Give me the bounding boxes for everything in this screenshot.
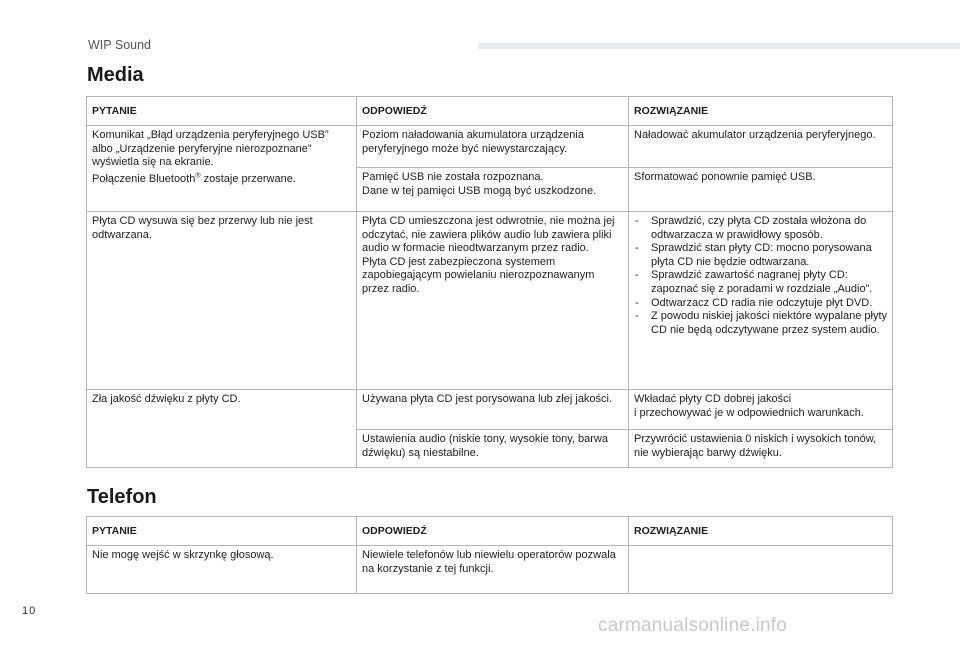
column-header-question: PYTANIE	[87, 97, 357, 126]
running-header-title: WIP Sound	[88, 38, 152, 52]
table-header-row	[87, 97, 893, 126]
solution-cell: Sformatować ponownie pamięć USB.	[629, 168, 893, 212]
answer-cell: Niewiele telefonów lub niewielu operatorów pozwala na korzystanie z tej funkcji.	[357, 546, 629, 594]
table-row	[87, 546, 893, 594]
column-header-solution: ROZWIĄZANIE	[629, 97, 893, 126]
solution-cell	[629, 546, 893, 594]
table-row	[87, 126, 893, 168]
table-row	[87, 212, 893, 390]
question-text: Komunikat „Błąd urządzenia peryferyjnego USB” albo „Urządzenie peryferyjne nierozpoznane” wyświetla się na ekranie.	[92, 129, 329, 169]
solution-cell	[629, 212, 893, 390]
question-cell	[87, 126, 357, 212]
section-title-telefon: Telefon	[87, 486, 157, 508]
list-item: - Z powodu niskiej jakości niektóre wypalane płyty CD nie będą odczytywane przez system audio.	[634, 310, 887, 337]
section-title-media: Media	[87, 64, 144, 86]
media-faq-table	[86, 96, 893, 468]
watermark-text: carmanualsonline.info	[598, 615, 788, 636]
header-divider-bar	[478, 43, 960, 49]
solution-cell: Przywrócić ustawienia 0 niskich i wysokich tonów, nie wybierając barwy dźwięku.	[629, 430, 893, 468]
answer-cell: Płyta CD umieszczona jest odwrotnie, nie można jej odczytać, nie zawiera plików audio lub zawiera pliki audio w formacie nieodtwarzanym przez radio. Płyta CD jest zabezpieczona systemem zapobiegającym powielaniu nierozpoznawanym przez radio.	[357, 212, 629, 390]
column-header-solution: ROZWIĄZANIE	[629, 517, 893, 546]
page-number: 10	[22, 605, 37, 617]
list-item: - Sprawdzić stan płyty CD: mocno porysowana płyta CD nie będzie odtwarzana.	[634, 242, 887, 269]
column-header-question: PYTANIE	[87, 517, 357, 546]
answer-cell: Ustawienia audio (niskie tony, wysokie tony, barwa dźwięku) są niestabilne.	[357, 430, 629, 468]
question-cell: Zła jakość dźwięku z płyty CD.	[87, 390, 357, 468]
question-cell: Nie mogę wejść w skrzynkę głosową.	[87, 546, 357, 594]
answer-cell: Poziom naładowania akumulatora urządzenia peryferyjnego może być niewystarczający.	[357, 126, 629, 168]
telefon-faq-table	[86, 516, 893, 594]
solution-list	[634, 215, 887, 337]
list-item: - Sprawdzić zawartość nagranej płyty CD: zapoznać się z poradami w rozdziale „Audio”.	[634, 269, 887, 296]
table-header-row	[87, 517, 893, 546]
question-note: Połączenie Bluetooth® zostaje przerwane.	[92, 172, 296, 186]
solution-cell: Naładować akumulator urządzenia peryferyjnego.	[629, 126, 893, 168]
column-header-answer: ODPOWIEDŹ	[357, 517, 629, 546]
answer-cell: Pamięć USB nie została rozpoznana. Dane w tej pamięci USB mogą być uszkodzone.	[357, 168, 629, 212]
list-item: - Sprawdzić, czy płyta CD została włożona do odtwarzacza w prawidłowy sposób.	[634, 215, 887, 242]
column-header-answer: ODPOWIEDŹ	[357, 97, 629, 126]
table-row	[87, 390, 893, 430]
solution-cell: Wkładać płyty CD dobrej jakości i przechowywać je w odpowiednich warunkach.	[629, 390, 893, 430]
answer-cell: Używana płyta CD jest porysowana lub złej jakości.	[357, 390, 629, 430]
question-cell: Płyta CD wysuwa się bez przerwy lub nie jest odtwarzana.	[87, 212, 357, 390]
list-item: - Odtwarzacz CD radia nie odczytuje płyt DVD.	[634, 297, 887, 311]
